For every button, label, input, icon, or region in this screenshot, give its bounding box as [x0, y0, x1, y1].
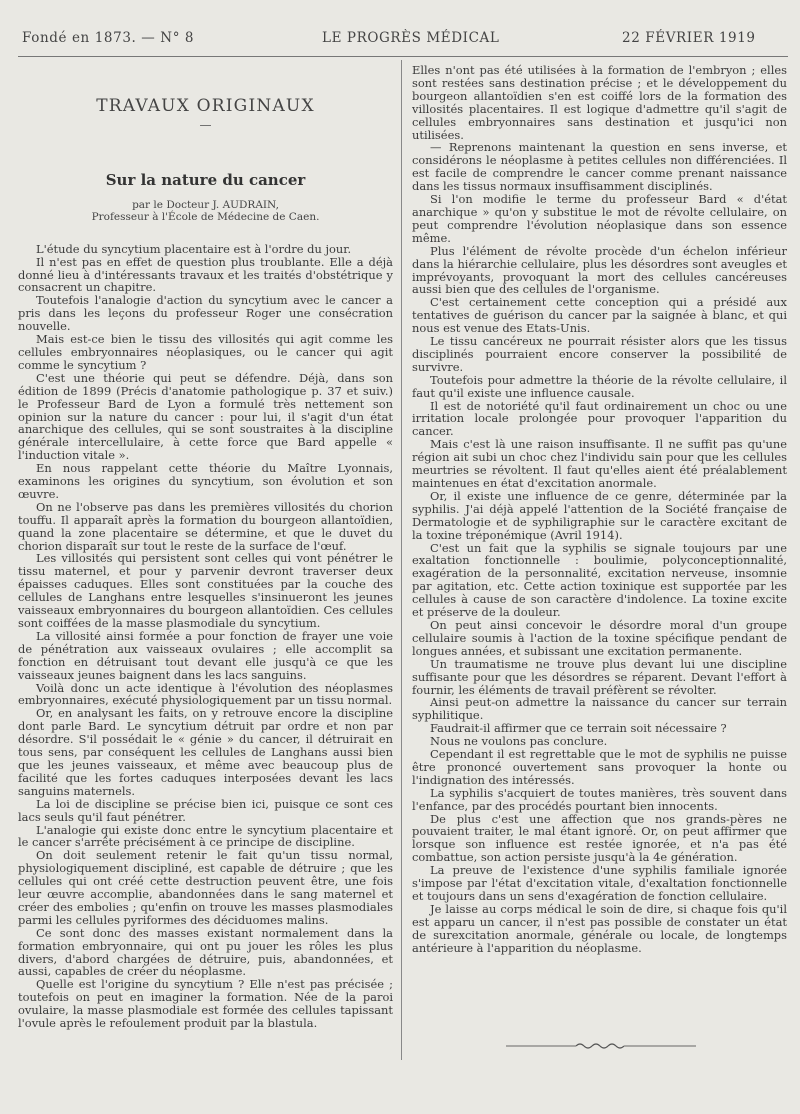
issue-date: 22 FÉVRIER 1919 [622, 30, 756, 46]
section-dash: — [199, 117, 212, 132]
paragraph: Quelle est l'origine du syncytium ? Elle n'est pas précisée ; toutefois on peut en imaginer la formation. Née de la paroi ovulaire, la masse plasmodiale est formée des cellules tapissant l'ovule après le refoulement produit par la blastula. [18, 977, 393, 1031]
paragraph: De plus c'est une affection que nos grands-pères ne pouvaient traiter, le mal étant ignoré. Or, on peut affirmer que lorsque son influence est restée ignorée, et n'a pas été combattue, son action persiste jusqu'à la 4e génération. [412, 811, 787, 865]
paragraph: La syphilis s'acquiert de toutes manières, très souvent dans l'enfance, par des procédés pourtant bien innocents. [412, 785, 787, 813]
article-byline: par le Docteur J. AUDRAIN, [132, 198, 279, 211]
article-title: Sur la nature du cancer [105, 170, 306, 189]
paragraph: La loi de discipline se précise bien ici, puisque ce sont ces lacs seuls qu'il faut pénétrer. [18, 796, 393, 824]
paragraph: C'est une théorie qui peut se défendre. Déjà, dans son édition de 1899 (Précis d'anatomie pathologique p. 37 et suiv.) le Professeur Bard de Lyon a formulé très nettement son opinion sur la nature du cancer : pour lui, il s'agit d'un état anarchique des cellules, qui se sont soustraites à la discipline générale intercellulaire, à cette force que Bard appelle « l'induction vitale ». [18, 370, 393, 463]
right-column [412, 64, 787, 1109]
paragraph: Le tissu cancéreux ne pourrait résister alors que les tissus disciplinés pourraient encore conserver la possibilité de survivre. [412, 334, 787, 374]
paragraph: On peut ainsi concevoir le désordre moral d'un groupe cellulaire soumis à l'action de la toxine spécifique pendant de longues années, et subissant une excitation permanente. [412, 617, 787, 658]
paragraph: On ne l'observe pas dans les premières villosités du chorion touffu. Il apparaît après la formation du bourgeon allantoïdien, quand la zone placentaire se détermine, et que le duvet du chorion disparaît sur tout le reste de la surface de l'œuf. [18, 499, 393, 553]
paragraph: Un traumatisme ne trouve plus devant lui une discipline suffisante pour que les désordres se réparent. Devant l'effort à fournir, les éléments de travail préfèrent se révolter. [412, 656, 787, 697]
paragraph: C'est certainement cette conception qui a présidé aux tentatives de guérison du cancer par la saignée à blanc, et qui nous est venue des Etats-Unis. [412, 295, 787, 336]
paragraph: La villosité ainsi formée a pour fonction de frayer une voie de pénétration aux vaisseaux ovulaires ; elle accomplit sa fonction en détruisant tout devant elle jusqu'à ce que les vaisseaux jeunes baignent dans les lacs sanguins. [18, 628, 393, 682]
paragraph: Or, en analysant les faits, on y retrouve encore la discipline dont parle Bard. Le syncytium détruit par ordre et non par désordre. S'il possédait le « génie » du cancer, il détruirait en tous sens, par conséquent les cellules de Langhans aussi bien que les jeunes vaisseaux, et même avec beaucoup plus de facilité que les fortes caduques interposées devant les lacs sanguins maternels. [18, 706, 393, 798]
header-founded: Fondé en 1873. — N° 8 [22, 30, 195, 46]
paragraph: — Reprenons maintenant la question en sens inverse, et considérons le néoplasme à petites cellules non différenciées. Il est facile de comprendre le cancer comme prenant naissance dans les tissus normaux insuffisamment disciplinés. [412, 140, 787, 194]
paragraph: Plus l'élément de révolte procède d'un échelon inférieur dans la hiérarchie cellulaire, plus les désordres sont aveugles et imprévoyants, provoquant la mort des cellules cancéreuses aussi bien que des cellules de l'organisme. [412, 243, 787, 297]
end-ornament [506, 1042, 696, 1050]
paragraph: Si l'on modifie le terme du professeur Bard « d'état anarchique » qu'on y substitue le mot de révolte cellulaire, on peut comprendre l'évolution néoplasique dans son essence même. [412, 192, 787, 245]
section-title: TRAVAUX ORIGINAUX [96, 96, 315, 116]
paragraph: Ainsi peut-on admettre la naissance du cancer sur terrain syphilitique. [412, 695, 787, 723]
paragraph: L'étude du syncytium placentaire est à l'ordre du jour. [36, 241, 352, 256]
paragraph: Mais est-ce bien le tissu des villosités qui agit comme les cellules embryonnaires néoplasiques, ou le cancer qui agit comme le syncytium ? [18, 332, 393, 372]
paragraph: Mais c'est là une raison insuffisante. Il ne suffit pas qu'une région ait subi un choc chez l'individu sain pour que les cellules meurtries se révoltent. Il faut qu'elles aient été préalablement maintenues en état d'excitation anormale. [412, 437, 787, 490]
paragraph: La preuve de l'existence d'une syphilis familiale ignorée s'impose par l'état d'excitation vitale, d'exaltation fonctionnelle et toujours dans un sens d'exagération de fonction cellulaire. [412, 863, 787, 903]
paragraph: On doit seulement retenir le fait qu'un tissu normal, physiologiquement discipliné, est capable de détruire ; que les cellules qui ont créé cette destruction peuvent être, une fois leur œuvre accomplie, abandonnées dans le sang maternel et créer des embolies ; qu'enfin on trouve les masses plasmodiales parmi les cellules pyriformes des déciduomes malins. [18, 848, 393, 927]
journal-name: LE PROGRÈS MÉDICAL [322, 30, 500, 46]
header-rule [18, 56, 788, 57]
paragraph: Il est de notoriété qu'il faut ordinairement un choc ou une irritation locale prolongée pour provoquer l'apparition du cancer. [412, 398, 787, 439]
paragraph: Cependant il est regrettable que le mot de syphilis ne puisse être prononcé ouvertement sans provoquer la honte ou l'indignation des intéressés. [412, 747, 787, 787]
paragraph: Toutefois pour admettre la théorie de la révolte cellulaire, il faut qu'il existe une influence causale. [412, 372, 787, 400]
paragraph: L'analogie qui existe donc entre le syncytium placentaire et le cancer s'arrête précisément à ce principe de discipline. [18, 822, 393, 850]
page-header [0, 0, 800, 46]
paragraph: Elles n'ont pas été utilisées à la formation de l'embryon ; elles sont restées sans destination précise ; et le développement du bourgeon allantoïdien s'en est coiffé lors de la formation des villosités placentaires. Il est logique d'admettre qu'il s'agit de cellules embryonnaires sans destination et jusqu'ici non utilisées. [412, 64, 787, 142]
right-body-text [412, 64, 787, 955]
paragraph: Ce sont donc des masses existant normalement dans la formation embryonnaire, qui ont pu jouer les rôles les plus divers, d'abord chargées de détruire, puis, abandonnées, et aussi, capables de créer du néoplasme. [18, 925, 393, 979]
paragraph: En nous rappelant cette théorie du Maître Lyonnais, examinons les origines du syncytium, son évolution et son œuvre. [18, 461, 393, 501]
column-divider [401, 60, 402, 1060]
paragraph: Je laisse au corps médical le soin de dire, si chaque fois qu'il est apparu un cancer, il n'est pas possible de constater un état de surexcitation anormale, générale ou locale, de longtemps antérieure à l'apparition du néoplasme. [412, 901, 787, 955]
paragraph: Voilà donc un acte identique à l'évolution des néoplasmes embryonnaires, exécuté physiologiquement par un tissu normal. [18, 680, 393, 708]
paragraph: Faudrait-il affirmer que ce terrain soit nécessaire ? [430, 721, 727, 736]
paragraph: Nous ne voulons pas conclure. [430, 734, 608, 749]
paragraph: Toutefois l'analogie d'action du syncytium avec le cancer a pris dans les leçons du professeur Roger une consécration nouvelle. [18, 293, 393, 334]
author-affiliation: Professeur à l'École de Médecine de Caen. [91, 210, 320, 223]
left-body-text [18, 243, 393, 1030]
paragraph: Or, il existe une influence de ce genre, déterminée par la syphilis. J'ai déjà appelé l'attention de la Société française de Dermatologie et de syphiligraphie sur le caractère excitant de la toxine tréponémique (Avril 1914). [412, 488, 787, 542]
paragraph: C'est un fait que la syphilis se signale toujours par une exaltation fonctionnelle : boulimie, polyconceptionnalité, exagération de la personnalité, excitation nerveuse, insomnie par agitation, etc. Cette action toxinique est supportée par les cellules à cause de son caractère d'indolence. La toxine excite et préserve de la douleur. [412, 540, 787, 620]
paragraph: Il n'est pas en effet de question plus troublante. Elle a déjà donné lieu à d'intéressants travaux et les traités d'obstétrique y consacrent un chapitre. [18, 254, 393, 295]
paragraph: Les villosités qui persistent sont celles qui vont pénétrer le tissu maternel, et pour y parvenir devront traverser deux épaisses caduques. Elles sont constituées par la couche des cellules de Langhans entre lesquelles s'insinueront les jeunes vaisseaux embryonnaires du bourgeon allantoïdien. Ces cellules sont coiffées de la masse plasmodiale du syncytium. [18, 551, 393, 630]
left-column [18, 66, 393, 1111]
